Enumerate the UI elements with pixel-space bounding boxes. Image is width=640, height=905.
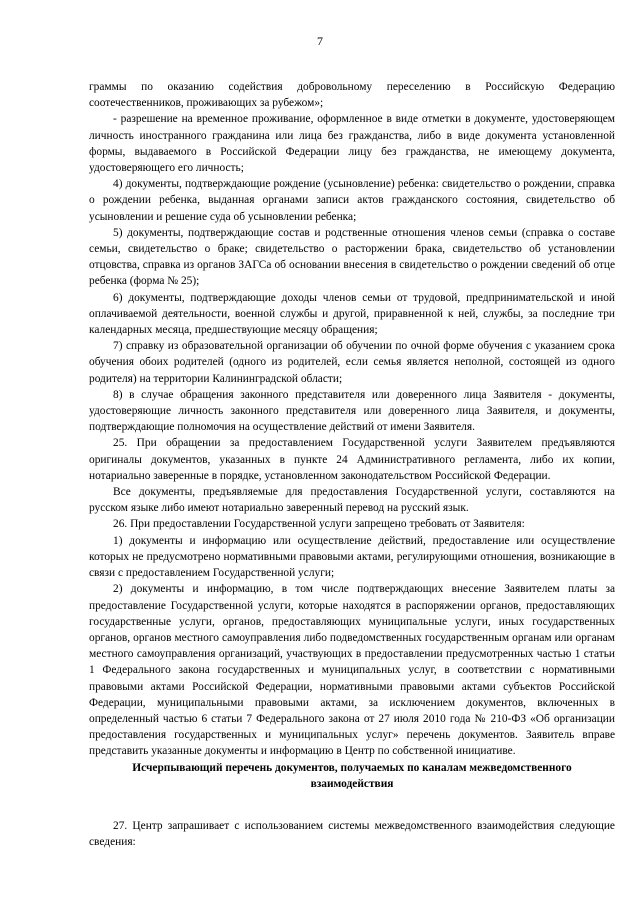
paragraph-item-7: 7) справку из образовательной организации об обучении по очной форме обучения с указанием срока обучения обоих родителей (одного из родителей, если семья является неполной, состоящей из одного родителя) на территории Калининградской области; xyxy=(89,340,615,385)
paragraph-translation: Все документы, предъявляемые для предоставления Государственной услуги, составляются на русском языке либо имеют нотариально заверенный перевод на русский язык. xyxy=(89,486,615,515)
paragraph-clause-25: 25. При обращении за предоставлением Государственной услуги Заявителем предъявляются оригиналы документов, указанных в пункте 24 Административного регламента, либо их копии, нотариально заверенные в порядке, установленном законодательством Российской Федерации. xyxy=(89,437,615,482)
page-content xyxy=(89,79,615,850)
paragraph-item-5: 5) документы, подтверждающие состав и родственные отношения членов семьи (справка о составе семьи, свидетельство о браке; свидетельство о расторжении брака, свидетельство об установлении отцовства, справка из органов ЗАГСа об основании внесения в свидетельство о рождении сведений об отце ребенка (форма № 25); xyxy=(89,226,615,288)
paragraph-clause-26-item-2: 2) документы и информацию, в том числе подтверждающих внесение Заявителем платы за предоставление Государственной услуги, которые находятся в распоряжении органов, предоставляющих государственные услуги, органов, предоставляющих муниципальные услуги, иных государственных органов, органов местного самоуправления либо подведомственных государственным органам или органам местного самоуправления организаций, участвующих в предоставлении предусмотренных частью 1 статьи 1 Федерального закона государственных и муниципальных услуг, в соответствии с нормативными правовыми актами Российской Федерации, нормативными правовыми актами субъектов Российской Федерации, муниципальными правовыми актами, за исключением документов, включенных в определенный частью 6 статьи 7 Федерального закона от 27 июля 2010 года № 210-ФЗ «Об организации предоставления государственных и муниципальных услуг» перечень документов. Заявитель вправе представить указанные документы и информацию в Центр по собственной инициативе. xyxy=(89,583,615,758)
paragraph-clause-26: 26. При предоставлении Государственной услуги запрещено требовать от Заявителя: xyxy=(113,518,525,531)
paragraph-item-4: 4) документы, подтверждающие рождение (усыновление) ребенка: свидетельство о рождении, справка о рождении ребенка, выданная органами записи актов гражданского состояния, свидетельство об усыновлении и решение суда об усыновлении ребенка; xyxy=(89,178,615,223)
section-heading: Исчерпывающий перечень документов, получаемых по каналам межведомственного взаимодействия xyxy=(132,761,572,790)
paragraph-clause-27: 27. Центр запрашивает с использованием системы межведомственного взаимодействия следующие сведения: xyxy=(89,819,615,849)
paragraph-temporary-residence: - разрешение на временное проживание, оформленное в виде отметки в документе, удостоверяющем личность иностранного гражданина или лица без гражданства, либо в виде документа установленной формы, выдаваемого в Российской Федерации лицу без гражданства, не имеющему документа, удостоверяющего его личность; xyxy=(89,113,615,175)
paragraph-item-6: 6) документы, подтверждающие доходы членов семьи от трудовой, предпринимательской и иной оплачиваемой деятельности, военной службы и другой, приравненной к ней, службы, за последние три календарных месяца, предшествующие месяцу обращения; xyxy=(89,291,615,337)
paragraph-clause-26-item-1: 1) документы и информацию или осуществление действий, предоставление или осуществление которых не предусмотрено нормативными правовыми актами, регулирующими отношения, возникающие в связи с предоставлением Государственной услуги; xyxy=(89,534,615,580)
paragraph-continuation: граммы по оказанию содействия добровольному переселению в Российскую Федерацию соотечественников, проживающих за рубежом»; xyxy=(89,81,615,110)
paragraph-item-8: 8) в случае обращения законного представителя или доверенного лица Заявителя - документы, удостоверяющие личность законного представителя или доверенного лица Заявителя, и документы, подтверждающие полномочия на осуществление действий от имени Заявителя. xyxy=(89,388,615,434)
page-number: 7 xyxy=(317,34,323,48)
